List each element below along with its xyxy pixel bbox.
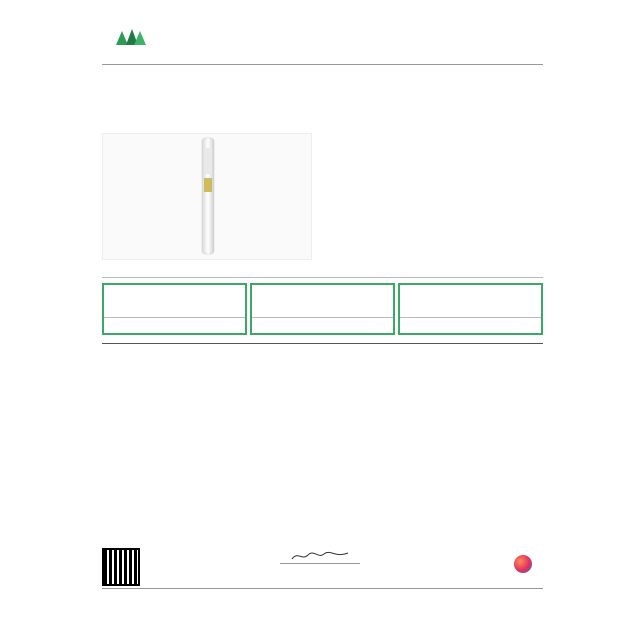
card-total-active-cbd: [250, 283, 395, 335]
qr-code[interactable]: [102, 548, 140, 586]
logo: [102, 27, 222, 63]
logo-mark-icon: [116, 27, 156, 45]
signature-icon: [290, 549, 350, 563]
signature-line: [280, 563, 360, 564]
card-cannabinoids-label: [400, 317, 541, 320]
product-image: [102, 133, 312, 260]
footer-divider: [102, 588, 543, 589]
card-total-active-thc: [102, 283, 247, 335]
cannabinoids-divider: [102, 277, 543, 278]
card-thc-label: [104, 317, 245, 320]
confident-logo-icon: [514, 555, 532, 573]
header-divider: [102, 64, 543, 65]
card-cbd-label: [252, 317, 393, 320]
card-total-active-cannabinoids: [398, 283, 543, 335]
